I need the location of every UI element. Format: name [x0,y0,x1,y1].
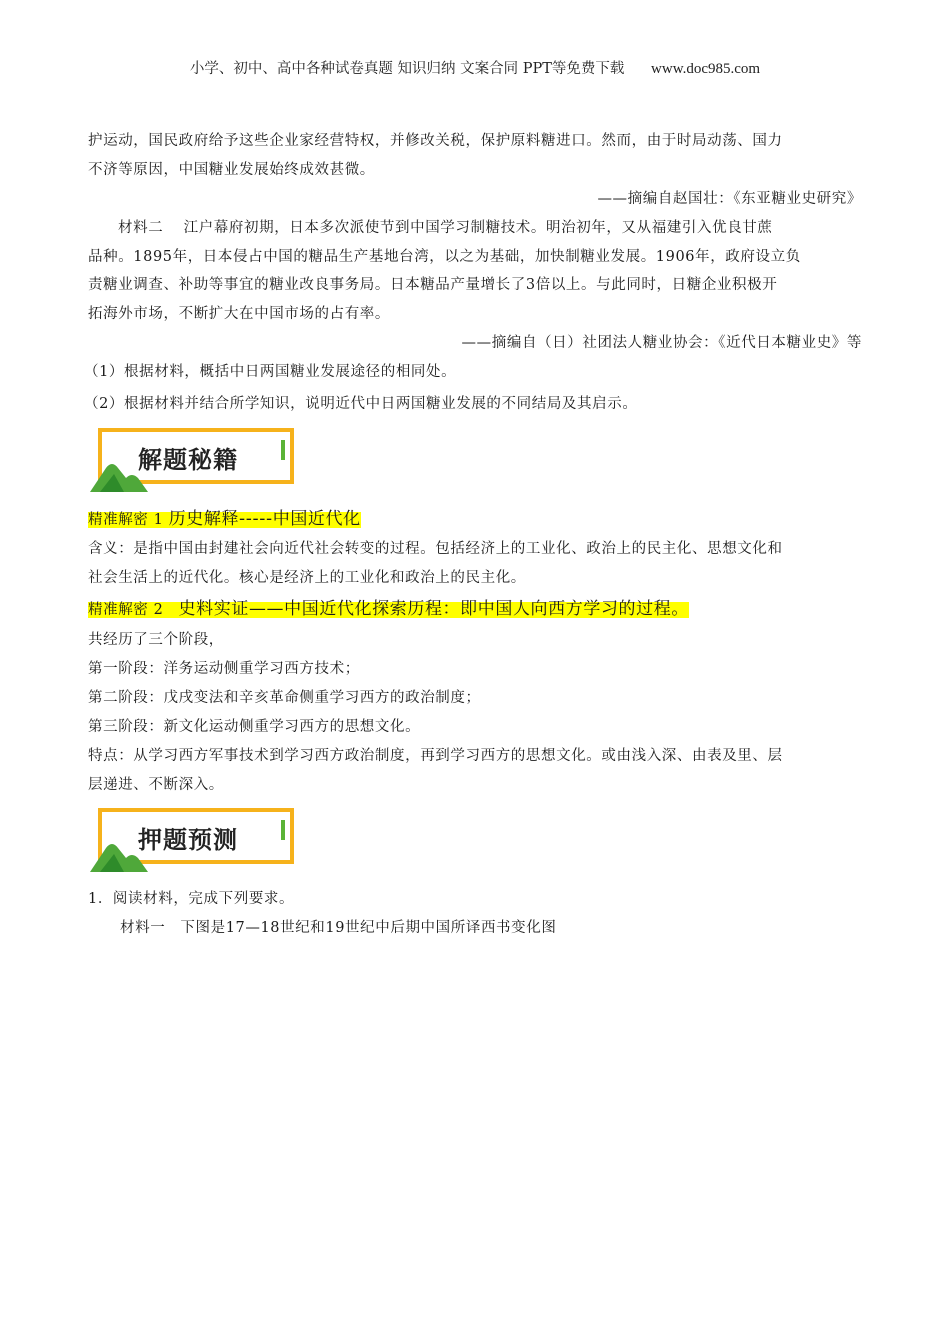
page-header [0,57,950,78]
key-point-2-title: 史料实证——中国近代化探索历程：即中国人向西方学习的过程。 [178,599,689,619]
key-point-1-title: 历史解释-----中国近代化 [168,509,361,529]
label-accent-bar [281,820,285,840]
header-text: 小学、初中、高中各种试卷真题 知识归纳 文案合同 PPT等免费下载 [189,61,625,77]
key-point-1-prefix: 精准解密 1 [88,512,169,528]
feature-line: 特点：从学习西方军事技术到学习西方政治制度，再到学习西方的思想文化。或由浅入深、由表及里、层 [88,748,783,764]
exercise-question: 1．阅读材料，完成下列要求。 [88,891,295,907]
section-label-secrets [90,428,295,492]
stage-1: 第一阶段：洋务运动侧重学习西方技术； [88,661,360,677]
meaning-line: 社会生活上的近代化。核心是经济上的工业化和政治上的民主化。 [88,570,526,586]
feature-line: 层递进、不断深入。 [88,777,224,793]
meaning-paragraph [88,535,860,593]
material-line: 材料二 江户幕府初期，日本多次派使节到中国学习制糖技术。明治初年，又从福建引入优良甘蔗 [118,220,773,236]
questions [84,358,856,418]
material-two [88,214,860,328]
stages-list [88,626,860,800]
paragraph-line: 护运动，国民政府给予这些企业家经营特权，并修改关税，保护原料糖进口。然而，由于时局动荡、国力 [88,133,783,149]
key-point-2-prefix: 精准解密 2 [88,602,179,618]
key-point-2 [88,595,860,625]
stage-3: 第三阶段：新文化运动侧重学习西方的思想文化。 [88,719,421,735]
stages-intro: 共经历了三个阶段， [88,632,224,648]
material-line: 责糖业调查、补助等事宜的糖业改良事务局。日本糖品产量增长了3倍以上。与此同时，日糖企业积极开 [88,277,778,293]
material-line: 拓海外市场，不断扩大在中国市场的占有率。 [88,305,390,322]
meaning-line: 含义：是指中国由封建社会向近代社会转变的过程。包括经济上的工业化、政治上的民主化、思想文化和 [88,541,783,557]
source-citation-2: ——摘编自（日）社团法人糖业协会：《近代日本糖业史》等 [461,335,862,351]
exercise-material-1: 材料一 下图是17—18世纪和19世纪中后期中国所译西书变化图 [120,920,557,936]
section-label-predict [90,808,295,872]
label-accent-bar [281,440,285,460]
key-point-2-heading [88,599,689,619]
label-text: 解题秘籍 [138,446,238,474]
stage-2: 第二阶段：戊戌变法和辛亥革命侧重学习西方的政治制度； [88,690,481,706]
key-point-1-heading [88,509,361,529]
paragraph-continued [88,127,860,184]
question-1: （1）根据材料，概括中日两国糖业发展途径的相同处。 [84,364,457,380]
header-url[interactable]: www.doc985.com [651,61,761,77]
material-line: 品种。1895年，日本侵占中国的糖品生产基地台湾，以之为基础，加快制糖业发展。1906年，政府设立负 [88,248,801,265]
label-text: 押题预测 [138,826,238,854]
key-point-1 [88,505,860,535]
question-2: （2）根据材料并结合所学知识，说明近代中日两国糖业发展的不同结局及其启示。 [84,395,638,412]
paragraph-line: 不济等原因，中国糖业发展始终成效甚微。 [88,161,375,178]
source-citation-1: ——摘编自赵国壮：《东亚糖业史研究》 [597,191,862,207]
